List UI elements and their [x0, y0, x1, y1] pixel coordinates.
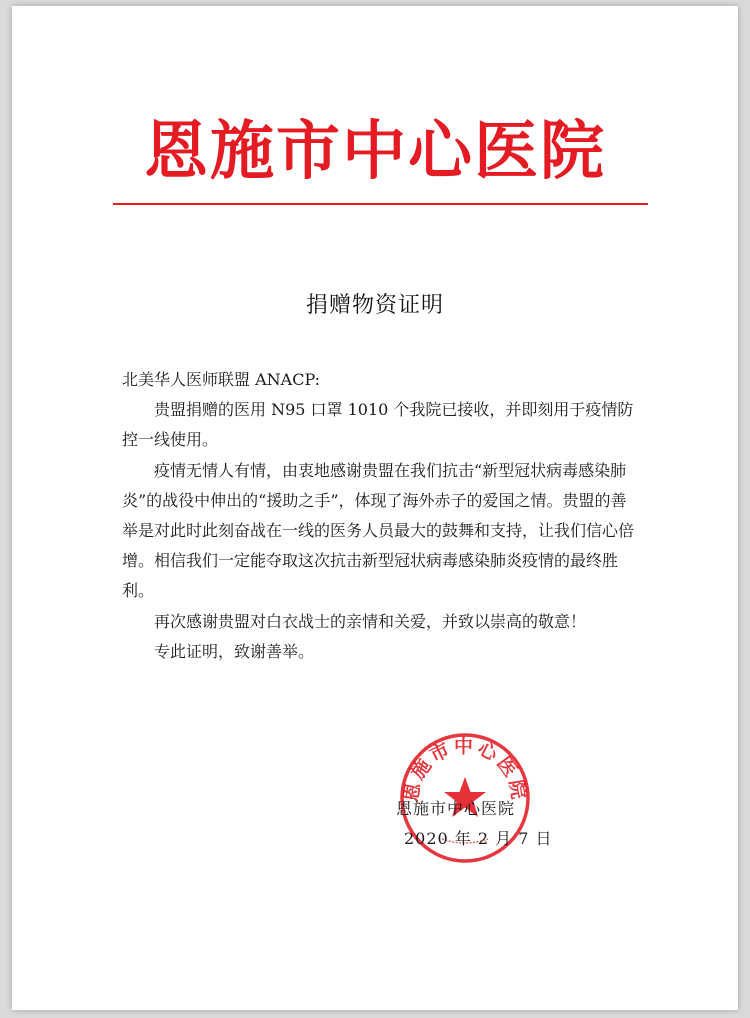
body-paragraph: 再次感谢贵盟对白衣战士的亲情和关爱，并致以崇高的敬意！ [154, 611, 587, 631]
body-paragraph: 专此证明，致谢善举。 [154, 641, 315, 661]
letterhead-title: 恩施市中心医院 [144, 114, 606, 189]
signature-organization: 恩施市中心医院 [396, 799, 516, 818]
signature-date: 2020 年 2 月 7 日 [404, 829, 553, 848]
seal-text: 恩施市中心医院 [400, 735, 530, 804]
document-body [122, 365, 642, 667]
body-paragraph: 疫情无情人有情，由衷地感谢贵盟在我们抗击“新型冠状病毒感染肺炎”的战役中伸出的“援助之手”，体现了海外赤子的爱国之情。贵盟的善举是对此时此刻奋战在一线的医务人员最大的鼓舞和支持，让我们信心倍增。相信我们一定能夺取这次抗击新型冠状病毒感染肺炎疫情的最终胜利。 [122, 460, 635, 601]
letterhead-divider [113, 203, 648, 205]
salutation: 北美华人医师联盟 ANACP: [122, 370, 321, 389]
document-title: 捐赠物资证明 [305, 293, 444, 318]
body-paragraph: 贵盟捐赠的医用 N95 口罩 1010 个我院已接收，并即刻用于疫情防控一线使用。 [122, 400, 634, 450]
